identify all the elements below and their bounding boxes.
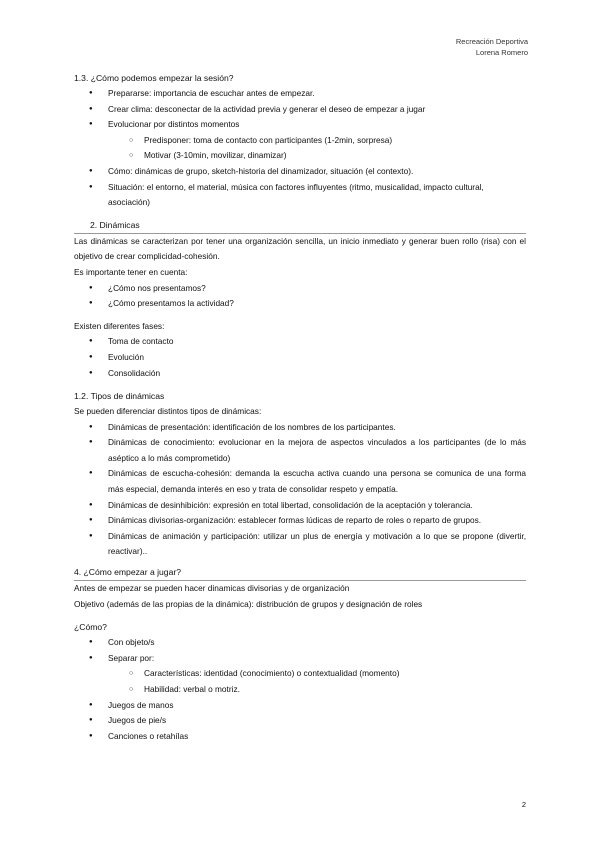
list-item: ● Crear clima: desconectar de la actividad previa y generar el deseo de empezar a jugar	[74, 102, 526, 118]
subsection-title-como: ¿Cómo?	[74, 622, 107, 633]
list-item: ● Evolucionar por distintos momentos	[74, 117, 526, 133]
list-item: ● Dinámicas de presentación: identificación de los nombres de los participantes.	[74, 420, 526, 436]
section-title-2: 2. Dinámicas	[74, 217, 526, 234]
document-body	[74, 70, 526, 744]
page-number: 2	[521, 800, 526, 809]
list-item: ● Situación: el entorno, el material, música con factores influyentes (ritmo, musicalidad, impacto cultural, asociación)	[74, 180, 526, 211]
list-item: ● ¿Cómo nos presentamos?	[74, 281, 526, 297]
list-item: ● Separar por:	[74, 651, 526, 667]
page-header	[456, 36, 528, 58]
section-title-1-2: 1.2. Tipos de dinámicas	[74, 391, 165, 402]
list-item: ● Dinámicas de desinhibición: expresión en total libertad, consolidación de la aceptación y tolerancia.	[74, 498, 526, 514]
bullet-list	[74, 334, 526, 381]
list-item: ● Dinámicas de animación y participación: utilizar un plus de energía y motivación a lo que se propone (divertir, reactivar)..	[74, 529, 526, 560]
bullet-list	[74, 635, 526, 744]
list-item: ● Dinámicas divisorias-organización: establecer formas lúdicas de reparto de roles o reparto de grupos.	[74, 513, 526, 529]
list-item: ● Con objeto/s	[74, 635, 526, 651]
list-item: ● Dinámicas de conocimiento: evolucionar en la mejora de aspectos vinculados a los participantes (de lo más aséptico a lo más comprometido)	[74, 435, 526, 466]
list-item: ● Juegos de pie/s	[74, 713, 526, 729]
header-course: Recreación Deportiva	[455, 37, 528, 46]
list-item: ● ¿Cómo presentamos la actividad?	[74, 296, 526, 312]
list-item: ● Consolidación	[74, 366, 526, 382]
sub-list-item: ○ Motivar (3-10min, movilizar, dinamizar)	[74, 148, 526, 164]
list-item: ● Dinámicas de escucha-cohesión: demanda la escucha activa cuando una persona se comunica de una forma más especial, demanda interés en eso y trata de consolidar respeto y empatía.	[74, 466, 526, 497]
paragraph: Las dinámicas se caracterizan por tener una organización sencilla, un inicio inmediato y generar buen rollo (risa) con el objetivo de crear complicidad-cohesión.	[74, 235, 526, 262]
paragraph: Se pueden diferenciar distintos tipos de dinámicas:	[74, 406, 262, 417]
sub-list-item: ○ Predisponer: toma de contacto con participantes (1-2min, sorpresa)	[74, 133, 526, 149]
list-item: ● Toma de contacto	[74, 334, 526, 350]
bullet-list	[74, 281, 526, 312]
header-author: Lorena Romero	[475, 48, 528, 57]
list-item: ● Evolución	[74, 350, 526, 366]
list-item: ● Canciones o retahílas	[74, 729, 526, 745]
list-item: ● Juegos de manos	[74, 698, 526, 714]
paragraph: Existen diferentes fases:	[74, 320, 165, 331]
section-title-4: 4. ¿Cómo empezar a jugar?	[74, 564, 526, 581]
paragraph: Objetivo (además de las propias de la dinámica): distribución de grupos y designación de roles	[74, 598, 423, 609]
bullet-list	[74, 86, 526, 211]
sub-list-item: ○ Habilidad: verbal o motriz.	[74, 682, 526, 698]
list-item: ● Prepararse: importancia de escuchar antes de empezar.	[74, 86, 526, 102]
section-title-1-3: 1.3. ¿Cómo podemos empezar la sesión?	[74, 73, 234, 83]
list-item: ● Cómo: dinámicas de grupo, sketch-historia del dinamizador, situación (el contexto).	[74, 164, 526, 180]
paragraph: Antes de empezar se pueden hacer dinamicas divisorias y de organización	[74, 583, 350, 594]
paragraph: Es importante tener en cuenta:	[74, 266, 188, 277]
bullet-list	[74, 420, 526, 560]
sub-list-item: ○ Características: identidad (conocimiento) o contextualidad (momento)	[74, 666, 526, 682]
